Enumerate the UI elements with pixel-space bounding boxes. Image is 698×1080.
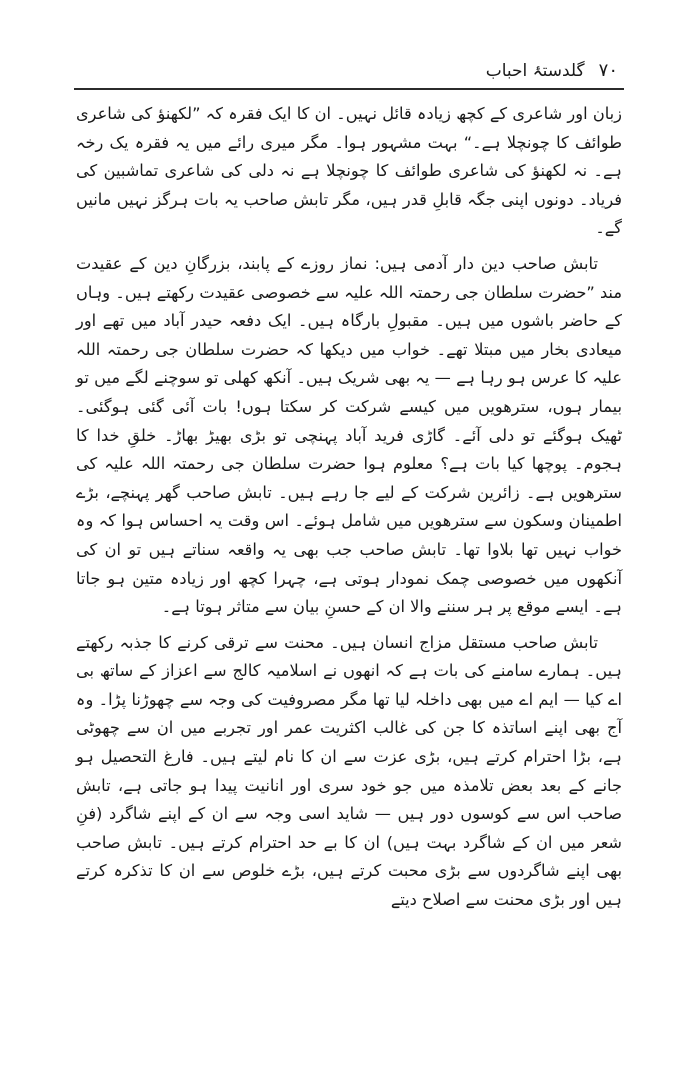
paragraph-1: زبان اور شاعری کے کچھ زیادہ قائل نہیں۔ ان کا ایک فقرہ کہ ”لکھنؤ کی شاعری طوائف کا چونچلا ہے۔“ بہت مشہور ہوا۔ مگر میری رائے میں یہ فقرہ یک رخہ ہے۔ نہ لکھنؤ کی شاعری طوائف کا چونچلا ہے نہ دلی کی شاعری تماشبین کی فریاد۔ دونوں اپنی جگہ قابلِ قدر ہیں، مگر تابش صاحب یہ بات ہرگز نہیں مانیں گے۔: [76, 104, 622, 238]
paragraph-3: تابش صاحب مستقل مزاج انسان ہیں۔ محنت سے ترقی کرنے کا جذبہ رکھتے ہیں۔ ہمارے سامنے کی بات ہے کہ انھوں نے اسلامیہ کالج سے اعزاز کے ساتھ بی اے کیا — ایم اے میں بھی داخلہ لیا تھا مگر مصروفیت کی وجہ سے چھوڑنا پڑا۔ وہ آج بھی اپنے اساتذہ کا جن کی غالب اکثریت عمر اور تجربے میں ان سے چھوٹی ہے، بڑا احترام کرتے ہیں، بڑی عزت سے ان کا نام لیتے ہیں۔ فارغ التحصیل ہو جانے کے بعد بعض تلامذہ میں جو خود سری اور انانیت پیدا ہو جاتی ہے، تابش صاحب اس سے کوسوں دور ہیں — شاید اسی وجہ سے ان کے اپنے شاگرد (فنِ شعر میں ان کے شاگرد بہت ہیں) ان کا بے حد احترام کرتے ہیں۔ تابش صاحب بھی اپنے شاگردوں سے بڑی محبت کرتے ہیں، بڑے خلوص سے ان کا تذکرہ کرتے ہیں اور بڑی محنت سے اصلاح دیتے: [76, 632, 622, 910]
header-rule: [74, 88, 624, 90]
paragraph-2: تابش صاحب دین دار آدمی ہیں: نماز روزے کے پابند، بزرگانِ دین کے عقیدت مند ”حضرت سلطان جی رحمتہ اللہ علیہ سے خصوصی عقیدت رکھتے ہیں۔ وہاں کے حاضر باشوں میں ہیں۔ مقبولِ بارگاہ ہیں۔ ایک دفعہ حیدر آباد میں تھے اور میعادی بخار میں مبتلا تھے۔ خواب میں دیکھا کہ حضرت سلطان جی رحمتہ اللہ علیہ کا عرس ہو رہا ہے — یہ بھی شریک ہیں۔ آنکھ کھلی تو سوچنے لگے میں تو بیمار ہوں، سترھویں میں کیسے شرکت کر سکتا ہوں! بات آئی گئی ہوگئی۔ ٹھیک ہوگئے تو دلی آئے۔ گاڑی فرید آباد پہنچی تو بڑی بھیڑ بھاڑ۔ خلقِ خدا کا ہجوم۔ پوچھا کیا بات ہے؟ معلوم ہوا حضرت سلطان جی رحمتہ اللہ علیہ کی سترھویں ہے۔ زائرین شرکت کے لیے جا رہے ہیں۔ تابش صاحب گھر پہنچے، بڑے اطمینان وسکون سے سترھویں میں شامل ہوئے۔ اس وقت یہ احساس ہوا کہ وہ خواب نہیں تھا بلاوا تھا۔ تابش صاحب جب بھی یہ واقعہ سناتے ہیں تو ان کی آنکھوں میں خصوصی چمک نمودار ہوتی ہے، چہرا کچھ اور زیادہ متین ہو جاتا ہے۔ ایسے موقع پر ہر سننے والا ان کے حسنِ بیان سے متاثر ہوتا ہے۔: [76, 253, 622, 617]
page-number: ۷۰: [598, 60, 618, 81]
running-title: گلدستۂ احباب: [485, 61, 585, 81]
running-head: [486, 60, 618, 81]
body-text: [76, 100, 622, 922]
